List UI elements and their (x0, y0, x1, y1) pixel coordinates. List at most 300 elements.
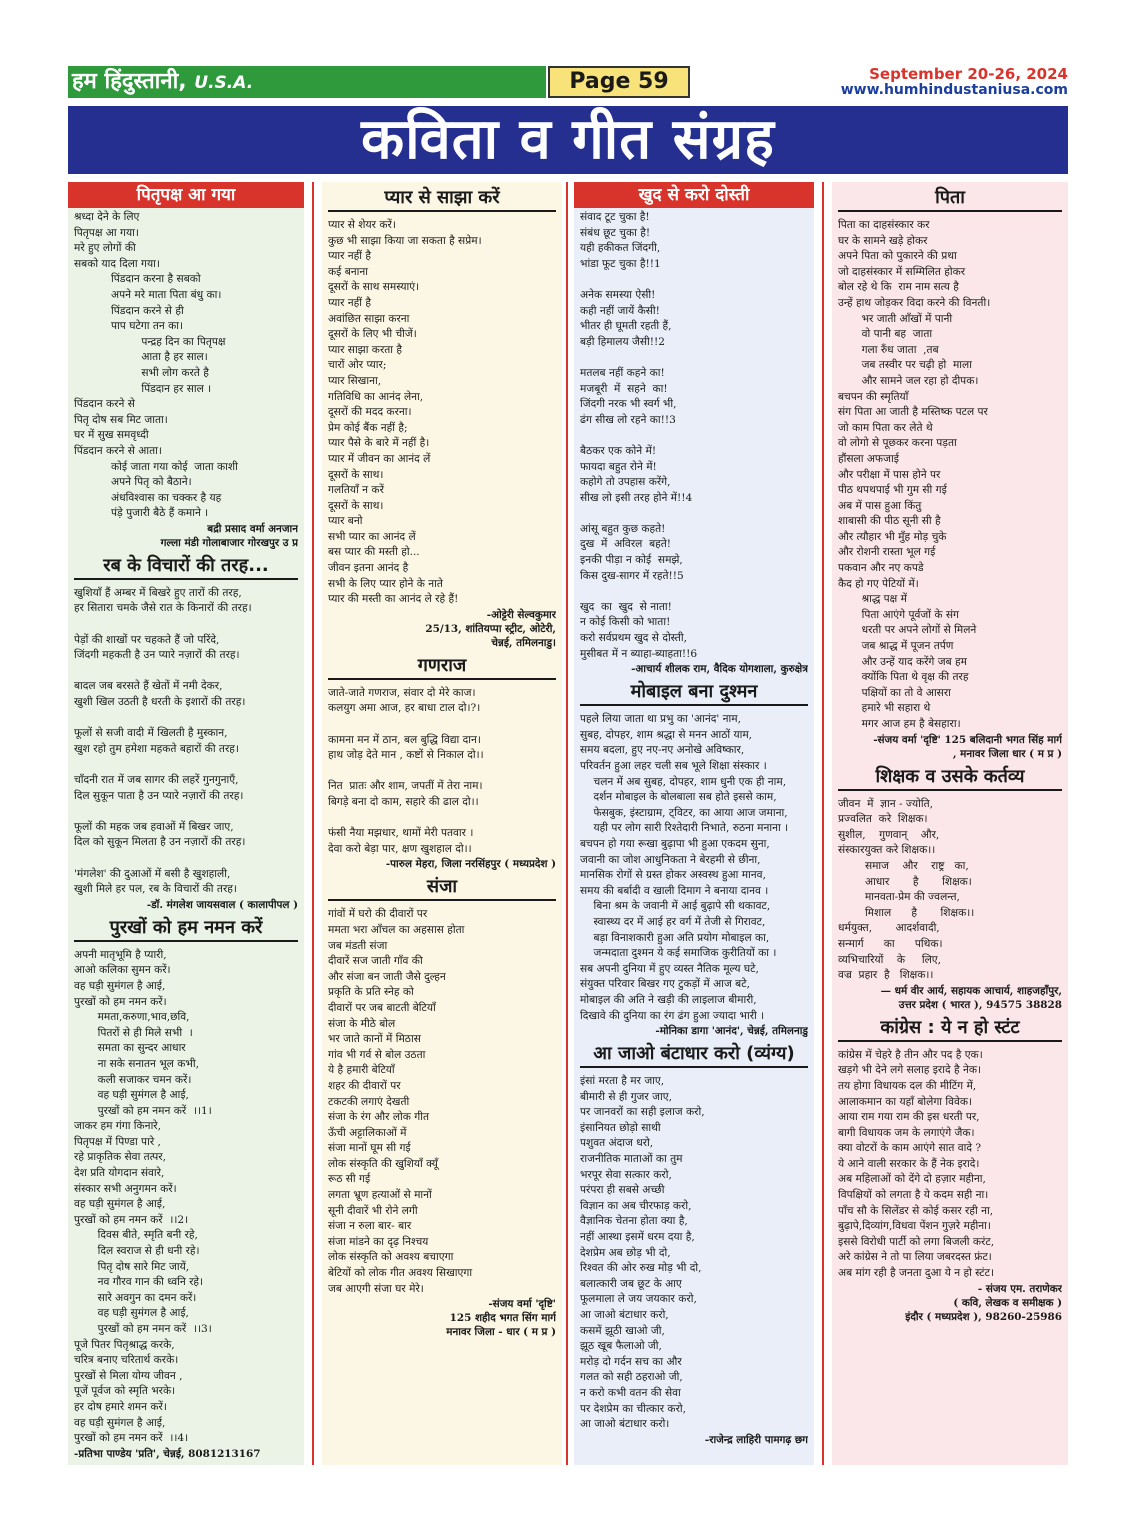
text-line: कोई जाता गया कोई जाता काशी (74, 460, 238, 473)
text-line: क्योंकि पिता थे वृक्ष की तरह (838, 671, 969, 684)
stanza-gap (74, 664, 298, 680)
text-line: प्यार में जीवन का आनंद लें (328, 452, 431, 465)
text-line: हर दोष हमारे शमन करें। (74, 1400, 167, 1413)
poem-author (322, 1297, 562, 1339)
column-2 (322, 182, 562, 1465)
poem-body (832, 795, 1068, 984)
text-line: दिल को सुकून मिलता है उन नज़ारों की तरह। (74, 836, 246, 849)
text-line: आता है हर साल। (74, 351, 208, 364)
text-line: पुरखों को हम नमन करें ।।1। (74, 1104, 212, 1117)
text-line: न कोई किसी को भाता! (580, 616, 671, 629)
stanza-gap (328, 764, 556, 780)
text-line: क्या वोटरों के काम आएंगे सात वादे ? (838, 1142, 982, 1155)
poem-title: कांग्रेस : ये न हो स्टंट (838, 1016, 1062, 1042)
text-line: पाँच सौ के सिलेंडर से कोई कसर रही ना, (838, 1204, 994, 1217)
text-line: बस प्यार की मस्ती हो... (328, 546, 420, 559)
text-line: -प्रतिभा पाण्डेय 'प्रति', चेन्नई, 8081213167 (74, 1447, 261, 1460)
text-line: पिंडदान करना है सबको (74, 273, 201, 286)
text-line: प्रेम कोई बैंक नहीं है; (328, 421, 408, 434)
section-banner: कविता व गीत संग्रह (68, 106, 1068, 174)
brand-usa: U.S.A. (194, 73, 254, 93)
text-line: पुरखों को हम नमन करें ।।4। (74, 1432, 189, 1445)
text-line: करो सर्वप्रथम खुद से दोस्ती, (580, 632, 687, 645)
page-number: Page 59 (548, 66, 690, 98)
text-line: कही नहीं जायें कैसी! (580, 304, 660, 317)
text-line: घर के सामने खड़े होकर (838, 234, 928, 247)
text-line: सुशील, गुणवान् और, (838, 828, 940, 841)
text-line: गांवों में घरो की दीवारों पर (328, 908, 428, 921)
poem-title: गणराज (328, 654, 556, 680)
text-line: दूसरों के साथ। (328, 468, 384, 481)
text-line: गला रुँध जाता ,तब (838, 343, 939, 356)
text-line: कलयुग अमा आज, हर बाधा टाल दो।?। (328, 702, 481, 715)
text-line: दिल स्वराज से ही धनी रहे। (74, 1245, 200, 1258)
text-line: बड़ी हिमालय जैसी!!2 (580, 335, 665, 348)
text-line: सारे अवगुन का दमन करें। (74, 1291, 197, 1304)
text-line: ( कवि, लेखक व समीक्षक ) (953, 1296, 1062, 1309)
text-line: खुश रहो तुम हमेशा महकते बहारों की तरह। (74, 742, 239, 755)
text-line: समय की बर्बादी व खाली दिमाग ने बनाया दानव । (580, 884, 769, 897)
text-line: सन्मार्ग का पथिक। (838, 937, 943, 950)
text-line: वज्र प्रहार है शिक्षक।। (838, 969, 934, 982)
text-line: जिंदगी नरक भी स्वर्ग भी, (580, 398, 677, 411)
text-line: और उन्हें याद करेंगे जब हम (838, 655, 967, 668)
text-line: व्यभिचारियों के लिए, (838, 953, 941, 966)
text-line: मानसिक रोगों से ग्रस्त होकर अस्वस्थ हुआ मानव, (580, 869, 766, 882)
poem-title: पिता (838, 186, 1062, 212)
text-line: इनकी पीड़ा न कोई समझे, (580, 554, 683, 567)
text-line: श्रध्दा देने के लिए (74, 211, 140, 223)
text-line: जब तस्वीर पर चढ़ी हो माला (838, 359, 972, 372)
text-line: फायदा बहुत रोने में! (580, 460, 657, 473)
text-line: जिंदगी महकती है उन प्यारे नज़ारों की तरह। (74, 649, 240, 662)
text-line: अब महिलाओं को देंगे दो हज़ार महीना, (838, 1173, 986, 1186)
column-divider (566, 182, 568, 1465)
text-line: पर जानवरों का सही इलाज करो, (580, 1106, 705, 1119)
text-line: अपनी मातृभूमि है प्यारी, (74, 948, 167, 961)
text-line: दूसरों के साथ समस्याएं। (328, 281, 420, 294)
text-line: लोक संस्कृति को अवश्य बचाएगा (328, 1251, 454, 1264)
poem-body (832, 1046, 1068, 1282)
text-line: ये है हमारी बेटियाँ (328, 1064, 395, 1077)
text-line: देशप्रेम अब छोड़ भी दो, (580, 1246, 671, 1259)
text-line: पिंडदान करने से ही (74, 304, 184, 317)
text-line: शहर की दीवारों पर (328, 1079, 401, 1092)
text-line: कहोगे तो उपहास करेंगे, (580, 476, 671, 489)
text-line: संस्कार सभी अनुगमन करें। (74, 1182, 177, 1195)
text-line: पुरखों को हम नमन करें ।।2। (74, 1213, 189, 1226)
text-line: वो पानी बह जाता (838, 328, 933, 341)
text-line: संग पिता आ जाती है मस्तिष्क पटल पर (838, 406, 988, 419)
text-line: आओ कलिका सुमन करें। (74, 964, 171, 977)
text-line: पुरखों को हम नमन करें। (74, 995, 167, 1008)
stanza-gap (328, 717, 556, 733)
issue-date: September 20-26, 2024 (869, 65, 1068, 83)
text-line: संजा न रुला बार- बार (328, 1220, 412, 1233)
poem-author (68, 522, 304, 550)
text-line: -राजेन्द्र लाहिरी पामगढ़ छग (704, 1433, 808, 1446)
text-line: पुरखों को हम नमन करें ।।3। (74, 1323, 212, 1335)
text-line: पितृ दोष सारे मिट जायें, (74, 1260, 190, 1273)
text-line: ये आने वाली सरकार के हैं नेक इरादे। (838, 1157, 980, 1170)
text-line: और सामने जल रहा हो दीपक। (838, 374, 979, 387)
text-line: पितृपक्ष में पिण्डा पारे , (74, 1135, 161, 1148)
text-line: भीतर ही घूमती रहती हैं, (580, 320, 672, 333)
text-line: अब मांग रही है जनता दुआ ये न हो स्टंट। (838, 1267, 995, 1280)
text-line: अवांछित साझा करना (328, 312, 410, 325)
text-line: यही हकीकत जिंदगी, (580, 242, 661, 255)
text-line: रूठ सी गई (328, 1173, 371, 1186)
text-line: गल्ला मंडी गोलाबाजार गोरखपुर उ प्र (160, 536, 298, 549)
text-line: बड़ा विनाशकारी हुआ अति प्रयोग मोबाइल का, (580, 931, 770, 944)
stanza-gap (74, 804, 298, 820)
text-line: संयुक्त परिवार बिखर गए टुकड़ों में आज बटे, (580, 978, 750, 991)
text-line: प्यार बनो (328, 515, 363, 528)
poem-author (832, 1282, 1068, 1324)
text-line: पूजें पूर्वज को स्मृति भरके। (74, 1385, 176, 1398)
text-line: भरपूर सेवा सत्कार करो, (580, 1168, 672, 1181)
stanza-gap (580, 506, 808, 522)
stanza-gap (580, 272, 808, 288)
text-line: संजा के मीठे बोल (328, 1017, 396, 1030)
text-line: दिल सुकून पाता है उन प्यारे नज़ारों की तरह। (74, 789, 244, 802)
text-line: -डॉ. मंगलेश जायसवाल ( कालापीपल ) (146, 898, 298, 911)
text-line: किस दुख-सागर में रहते!!5 (580, 569, 684, 582)
poem-author (574, 662, 814, 676)
text-line: आ जाओ बंटाधार करो, (580, 1309, 669, 1321)
text-line: ढंग सीख लो रहने का!!3 (580, 413, 676, 426)
poem-body (574, 1072, 814, 1433)
column-1 (68, 182, 304, 1465)
text-line: मुसीबत में न ब्याहा-ब्याहता!!6 (580, 647, 698, 660)
column-divider (312, 182, 314, 1465)
text-line: सुबह, दोपहर, शाम श्रद्धा से मनन आठों याम, (580, 728, 753, 741)
text-line: देश प्रति योगदान संवारे, (74, 1167, 165, 1180)
text-line: समता का सुन्दर आधार (74, 1042, 186, 1055)
text-line: चेन्नई, तमिलनाडु। (491, 636, 556, 649)
stanza-gap (74, 617, 298, 633)
poem-title: रब के विचारों की तरह... (74, 554, 298, 580)
text-line: संबंध छूट चुका है! (580, 226, 651, 239)
text-line: मनावर जिला - धार ( म प्र ) (446, 1326, 556, 1339)
poem-body (68, 584, 304, 898)
text-line: भांडा फूट चुका है!!1 (580, 257, 661, 270)
text-line: 125 शहीद भगत सिंग मार्ग (449, 1312, 556, 1325)
text-line: प्यार सिखाना, (328, 374, 382, 387)
text-line: कसमें झूठी खाओ जी, (580, 1324, 665, 1337)
text-line: ऊँची अट्टालिकाओं में (328, 1126, 407, 1139)
text-line: जीवन में ज्ञान - ज्योति, (838, 797, 934, 810)
stanza-gap (74, 757, 298, 773)
text-line: नहीं आस्था इसमें धरम दया है, (580, 1231, 695, 1244)
text-line: देवा करो बेड़ा पार, क्षण खुशहाल दो।। (328, 842, 472, 855)
text-line: प्यार नहीं है (328, 296, 372, 309)
text-line: संजा मांडने का दृढ़ निश्चय (328, 1235, 429, 1248)
text-line: , मनावर जिला धार ( म प्र ) (952, 747, 1062, 760)
text-line: पितृ दोष सब मिट जाता। (74, 413, 168, 426)
poem-title: खुद से करो दोस्ती (574, 182, 814, 208)
text-line: परिवर्तन हुआ लहर चली सब भूले शिक्षा संस्कार । (580, 760, 767, 772)
text-line: -आचार्य शीलक राम, वैदिक योगशाला, कुरुक्षेत्र (631, 663, 808, 676)
text-line: पिंडदान करने से (74, 398, 135, 411)
text-line: वह घड़ी सुमंगल है आई, (74, 1198, 166, 1211)
text-line: दिखावे की दुनिया का रंग ढंग हुआ ज्यादा भारी । (580, 1009, 765, 1022)
poem-title: पुरखों को हम नमन करें (74, 916, 298, 942)
text-line: आलाकमान का यहाँ बोलेगा विवेक। (838, 1095, 973, 1108)
text-line: इससे विरोधी पार्टी को लगा बिजली करंट, (838, 1235, 995, 1248)
text-line: कली सजाकर चमन करें। (74, 1073, 192, 1086)
text-line: संवाद टूट चुका है! (580, 211, 650, 223)
text-line: जब मंडती संजा (328, 939, 388, 952)
stanza-gap (580, 350, 808, 366)
text-line: विज्ञान का अब चीरफाड़ करो, (580, 1199, 692, 1212)
text-line: बेटियों को लोक गीत अवश्य सिखाएगा (328, 1267, 473, 1280)
text-line: फंसी नैया मझधार, थामों मेरी पतवार । (328, 827, 474, 840)
text-line: कांग्रेस में चेहरे है तीन और पद है एक। (838, 1048, 983, 1061)
text-line: संजा मानों घूम सी गई (328, 1142, 411, 1155)
text-line: पकवान और नए कपडे (838, 562, 924, 575)
text-line: अब में पास हुआ किंतु (838, 499, 922, 512)
text-line: और संजा बन जाती जैसे दुल्हन (328, 970, 446, 983)
text-line: परंपरा ही सबसे अच्छी (580, 1184, 665, 1197)
text-line: -संजय वर्मा 'दृष्टि' (488, 1298, 556, 1311)
text-line: चारों ओर प्यार; (328, 359, 387, 372)
text-line: ना सके सनातन भूल कभी, (74, 1057, 199, 1070)
text-line: दूसरों की मदद करना। (328, 406, 412, 419)
text-line: टकटकी लगाएं देखती (328, 1095, 410, 1108)
text-line: 'मंगलेश' की दुआओं में बसी है खुशहाली, (74, 867, 231, 880)
text-line: पेड़ों की शाखों पर चहकते हैं जो परिंदे, (74, 633, 220, 646)
brand-bar (68, 66, 546, 98)
text-line: अपने पिता को पुकारने की प्रथा (838, 250, 957, 263)
text-line: प्रकृति के प्रति स्नेह को (328, 986, 414, 999)
text-line: गतिविधि का आनंद लेना, (328, 390, 424, 403)
text-line: लगता भ्रूण हत्याओं से मानों (328, 1189, 432, 1202)
poem-body (322, 905, 562, 1297)
text-line: पक्षियों का तो वे आसरा (838, 686, 951, 699)
text-line: सभी लोग करते है (74, 366, 209, 379)
text-line: सूनी दीवारें भी रोने लगी (328, 1204, 418, 1217)
text-line: बद्री प्रसाद वर्मा अनजान (207, 522, 298, 535)
text-line: समय बदला, हुए नए-नए अनोखे अविष्कार, (580, 744, 745, 757)
text-line: गलतियाँ न करें (328, 484, 384, 497)
poem-author (832, 984, 1068, 1012)
text-line: समाज और राष्ट्र का, (838, 859, 969, 872)
text-line: कामना मन में ठान, बल बुद्धि विद्या दान। (328, 733, 481, 746)
text-line: सब अपनी दुनिया में हुए व्यस्त नैतिक मूल्य घटे, (580, 962, 759, 975)
column-divider (822, 182, 824, 1465)
poem-author (68, 1447, 304, 1461)
text-line: हर सितारा चमके जैसे रात के किनारों की तरह। (74, 602, 252, 615)
text-line: बुढ़ापे,दिव्यांग,विधवा पेंशन गुज़रे महीना। (838, 1220, 991, 1233)
text-line: कुछ भी साझा किया जा सकता है सप्रेम। (328, 234, 482, 247)
text-line: अपने मरे माता पिता बंधु का। (74, 288, 222, 301)
text-line: बिगड़े बना दो काम, सहारे की ढाल दो।। (328, 796, 479, 808)
brand-name: हम हिंदुस्तानी, (72, 69, 187, 94)
text-line: स्वास्थ्य दर में आई हर वर्ग में तेजी से गिरावट, (580, 915, 766, 928)
text-line: चाँदनी रात में जब सागर की लहरें गुनगुनाएँ, (74, 774, 239, 786)
website-link[interactable]: www.humhindustaniusa.com (840, 82, 1068, 98)
poem-author (322, 857, 562, 871)
text-line: बचपन हो गया रूखा बुढ़ापा भी हुआ एकदम सुना, (580, 837, 770, 850)
text-line: जब श्राद्ध में पूजन तर्पण (838, 640, 954, 653)
text-line: मरोड़ दो गर्दन सच का और (580, 1355, 682, 1368)
text-line: दूसरों के साथ। (328, 499, 384, 512)
text-line: रहे प्राकृतिक सेवा तत्पर, (74, 1151, 166, 1164)
stanza-gap (74, 851, 298, 867)
text-line: वह घड़ी सुमंगल है आई, (74, 1416, 166, 1429)
text-line: विपक्षियों को लगता है ये कदम सही ना। (838, 1189, 989, 1202)
text-line: धरती पर अपने लोगों से मिलने (838, 624, 977, 637)
poem-title: संजा (328, 875, 556, 901)
text-line: जीवन इतना आनंद है (328, 562, 409, 575)
text-line: सीख लो इसी तरह होने में!!4 (580, 491, 693, 504)
text-line: ममता भरा आँचल का अहसास होता (328, 923, 465, 936)
text-line: श्राद्ध पक्ष में (838, 593, 907, 606)
text-line: सभी के लिए प्यार होने के नाते (328, 577, 443, 590)
poem-body (322, 216, 562, 608)
text-line: अरे कांग्रेस ने तो पा लिया जबरदस्त फ्रंट। (838, 1251, 992, 1264)
text-line: जब आएगी संजा घर मेरे। (328, 1282, 424, 1295)
text-line: रिश्वत की ओर रुख मोड़ भी दो, (580, 1262, 702, 1275)
text-line: इंसानियत छोड़ो साथी (580, 1121, 661, 1134)
text-line: वह घड़ी सुमंगल है आई, (74, 979, 166, 992)
text-line: पंड़े पुजारी बैठे हैं कमाने । (74, 507, 209, 520)
column-4 (832, 182, 1068, 1465)
poem-author (322, 608, 562, 650)
text-line: बलात्कारी जब छूट के आए (580, 1277, 682, 1290)
text-line: बादल जब बरसते हैं खेतों में नमी देकर, (74, 680, 223, 693)
text-line: यही पर लोग सारी रिश्तेदारी निभाते, रुठना मनाना । (580, 822, 789, 835)
text-line: जन्मदाता दुश्मन ये कई समाजिक कुरीतियों का । (580, 947, 777, 960)
text-line: वह घड़ी सुमंगल है आई, (74, 1307, 189, 1320)
text-line: अंधविश्वास का चक्कर है यह (74, 491, 222, 504)
text-line: -संजय वर्मा 'दृष्टि' 125 बलिदानी भगत सिंह मार्ग (873, 733, 1062, 746)
stanza-gap (580, 428, 808, 444)
text-line: अपने पितृ को बैठाने। (74, 476, 192, 489)
text-line: प्रज्वलित करे शिक्षक। (838, 813, 928, 826)
poem-title: शिक्षक व उसके कर्तव्य (838, 765, 1062, 791)
text-line: मोबाइल की अति ने खड़ी की लाइलाज बीमारी, (580, 993, 757, 1006)
text-line: पहले लिया जाता था प्रभु का 'आनंद' नाम, (580, 713, 741, 726)
text-line: पितरों से ही मिले सभी । (74, 1026, 193, 1039)
poem-author (574, 1024, 814, 1038)
text-line: लोक संस्कृति की खुशियाँ क्यूँ (328, 1157, 438, 1170)
poem-author (832, 733, 1068, 761)
poem-body (574, 710, 814, 1024)
text-line: घर में सुख समवृध्दी (74, 429, 149, 442)
text-line: पिता आएंगे पूर्वजों के संग (838, 608, 960, 621)
text-line: पिता का दाहसंस्कार कर (838, 219, 930, 231)
stanza-gap (580, 584, 808, 600)
dateline (841, 66, 1068, 98)
text-line: गलत को सही ठहराओ जी, (580, 1371, 683, 1384)
text-line: बैठकर एक कोने में! (580, 444, 657, 457)
text-line: चरित्र बनाए चरितार्थ करके। (74, 1354, 179, 1367)
text-line: पूजे पितर पितृश्राद्ध करके, (74, 1338, 175, 1351)
text-line: उत्तर प्रदेश ( भारत ), 94575 38828 (898, 998, 1062, 1011)
text-line: खुद का खुद से नाता! (580, 600, 672, 613)
text-line: प्यार नहीं है (328, 250, 372, 263)
text-line: खड़गे भी देने लगे सलाह इरादे है नेक। (838, 1064, 981, 1077)
text-line: न करो कभी वतन की सेवा (580, 1386, 681, 1399)
text-line: जवानी का जोश आधुनिकता ने बेरहमी से छीना, (580, 853, 761, 866)
text-line: प्यार साझा करता है (328, 343, 403, 356)
poem-body (832, 216, 1068, 733)
text-line: दुख में अविरल बहते! (580, 538, 672, 551)
masthead (68, 66, 1068, 100)
text-line: सबको याद दिला गया। (74, 257, 160, 270)
text-line: -ओट्टेरी सेल्वकुमार (486, 608, 556, 621)
text-line: फूलों से सजी वादी में खिलती है मुस्कान, (74, 727, 228, 740)
text-line: आ जाओ बंटाधार करो। (580, 1418, 670, 1431)
text-line: ममता,करुणा,भाव,छवि, (74, 1011, 190, 1024)
text-line: प्यार पैसे के बारे में नहीं है। (328, 437, 430, 450)
text-line: संस्कारयुक्त करे शिक्षक।। (838, 844, 936, 857)
text-line: मिशाल है शिक्षक।। (838, 906, 975, 919)
text-line: और त्यौहार भी मुँह मोड़ चुके (838, 530, 947, 543)
text-line: पिंडदान हर साल । (74, 382, 212, 395)
text-line: बोल रहे थे कि राम नाम सत्य है (838, 281, 959, 294)
text-line: झूठ खूब फैलाओ जी, (580, 1340, 662, 1353)
text-line: वह घड़ी सुमंगल है आई, (74, 1089, 189, 1102)
text-line: पिंडदान करने से आता। (74, 444, 162, 457)
text-line: नित प्रातः और शाम, जपतीं में तेरा नाम। (328, 780, 483, 793)
text-line: आधार है शिक्षक। (838, 875, 972, 888)
text-line: हाथ जोड़ देते मान , कष्टों से निकाल दो।। (328, 749, 484, 762)
text-line: हमारे भी सहारा थे (838, 702, 931, 715)
text-line: बचपन की स्मृतियाँ (838, 390, 909, 403)
text-line: और रोशनी रास्ता भूल गई (838, 546, 936, 559)
text-line: मरे हुए लोगों की (74, 242, 136, 255)
text-line: हौंसला अफजाई (838, 452, 899, 465)
text-line: दीवारों पर जब बाटती बेटियाँ (328, 1001, 436, 1014)
text-line: -पारुल मेहरा, जिला नरसिंहपुर ( मध्यप्रदेश ) (385, 858, 556, 871)
stanza-gap (74, 711, 298, 727)
text-line: दिवस बीते, स्मृति बनी रहे, (74, 1229, 198, 1242)
poem-author (574, 1433, 814, 1447)
text-line: दूसरों के लिए भी चीजें। (328, 328, 417, 341)
text-line: फूलों की महक जब हवाओं में बिखर जाए, (74, 820, 234, 833)
text-line: पन्द्रह दिन का पितृपक्ष (74, 335, 226, 348)
text-line: -मोनिका डागा 'आनंद', चेन्नई, तमिलनाडु (655, 1025, 808, 1038)
text-line: जाते-जाते गणराज, संवार दो मेरे काज। (328, 686, 476, 699)
text-line: खुशी मिले हर पल, रब के विचारों की तरह। (74, 883, 237, 896)
text-line: कैद हो गए पेटियों में। (838, 577, 919, 590)
text-line: जो काम पिता कर लेते थे (838, 421, 933, 434)
text-line: वो लोगो से पूछकर करना पड़ता (838, 437, 957, 450)
text-line: संजा के रंग और लोक गीत (328, 1111, 430, 1124)
stanza-gap (328, 811, 556, 827)
text-line: - संजय एम. तराणेकर (977, 1282, 1062, 1295)
text-line: आंसू बहुत कुछ कहते! (580, 522, 666, 535)
poem-author (68, 898, 304, 912)
text-line: तय होगा विधायक दल की मीटिंग में, (838, 1079, 977, 1092)
text-line: भर जाती आँखों में पानी (838, 312, 953, 325)
text-line: मगर आज हम है बेसहारा। (838, 718, 961, 730)
poem-title: पितृपक्ष आ गया (68, 182, 304, 208)
text-line: पुरखों से मिला योग्य जीवन , (74, 1369, 183, 1382)
text-line: फूलमाला ले जय जयकार करो, (580, 1293, 697, 1306)
text-line: राजनीतिक माताओं का तुम (580, 1153, 683, 1166)
text-line: नव गौरव गान की ध्वनि रहे। (74, 1276, 204, 1289)
text-line: जाकर हम गंगा किनारे, (74, 1120, 162, 1133)
text-line: खुशियाँ हैं अम्बर में बिखरे हुए तारों की तरह, (74, 586, 242, 599)
text-line: अनेक समस्या ऐसी! (580, 288, 656, 301)
poem-body (322, 684, 562, 858)
column-3 (574, 182, 814, 1465)
text-line: मानवता-प्रेम की ज्वलन्त, (838, 891, 960, 904)
